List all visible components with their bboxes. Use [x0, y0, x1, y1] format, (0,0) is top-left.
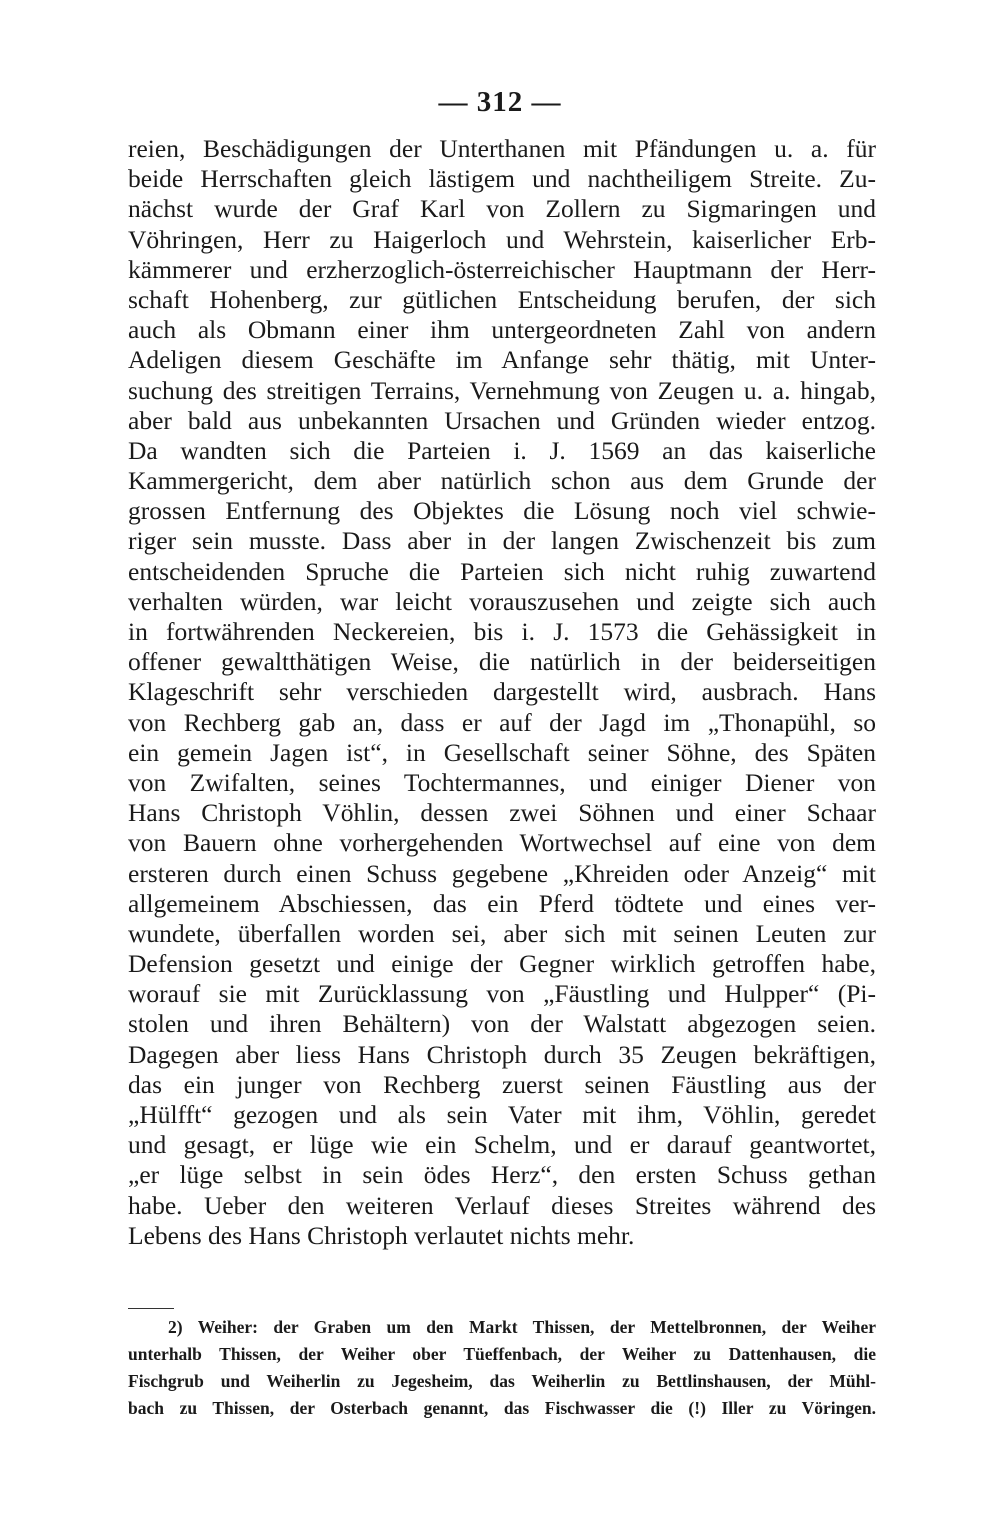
footnote-line: bach zu Thissen, der Osterbach genannt, das Fischwasser die (!) Iller zu Vöringen.: [128, 1398, 876, 1418]
text-line: grossen Entfernung des Objektes die Lösung noch viel schwie-: [128, 496, 876, 526]
text-line: Hans Christoph Vöhlin, dessen zwei Söhnen und einer Schaar: [128, 798, 876, 828]
text-line: Klageschrift sehr verschieden dargestellt wird, ausbrach. Hans: [128, 677, 876, 707]
text-line: Da wandten sich die Parteien i. J. 1569 an das kaiserliche: [128, 435, 876, 465]
text-line: Dagegen aber liess Hans Christoph durch 35 Zeugen bekräftigen,: [128, 1039, 876, 1069]
footnote-line: 2) Weiher: der Graben um den Markt Thissen, der Mettelbronnen, der Weiher: [168, 1317, 876, 1337]
page-number: — 312 —: [438, 86, 562, 118]
text-line: in fortwährenden Neckereien, bis i. J. 1573 die Gehässigkeit in: [128, 617, 876, 646]
text-line: von Bauern ohne vorhergehenden Wortwechsel auf eine von dem: [128, 828, 876, 858]
text-line: wundete, überfallen worden sei, aber sich mit seinen Leuten zur: [128, 918, 876, 948]
text-line: riger sein musste. Dass aber in der langen Zwischenzeit bis zum: [128, 526, 876, 556]
text-line: stolen und ihren Behältern) von der Walstatt abgezogen seien.: [128, 1009, 876, 1039]
text-line: verhalten würden, war leicht vorauszusehen und zeigte sich auch: [128, 586, 876, 616]
text-line: und gesagt, er lüge wie ein Schelm, und er darauf geantwortet,: [128, 1130, 876, 1160]
text-line: „Hülfft“ gezogen und als sein Vater mit ihm, Vöhlin, geredet: [128, 1100, 876, 1129]
text-line: allgemeinem Abschiessen, das ein Pferd tödtete und eines ver-: [128, 888, 876, 918]
text-line: von Zwifalten, seines Tochtermannes, und einiger Diener von: [128, 767, 876, 797]
text-line: das ein junger von Rechberg zuerst seinen Fäustling aus der: [128, 1069, 876, 1099]
text-line: „er lüge selbst in sein ödes Herz“, den ersten Schuss gethan: [128, 1160, 876, 1190]
text-line: Adeligen diesem Geschäfte im Anfange sehr thätig, mit Unter-: [128, 345, 876, 375]
text-line: suchung des streitigen Terrains, Vernehmung von Zeugen u. a. hingab,: [128, 375, 876, 405]
text-line: schaft Hohenberg, zur gütlichen Entscheidung berufen, der sich: [128, 284, 876, 314]
text-line: Defension gesetzt und einige der Gegner wirklich getroffen habe,: [128, 949, 876, 979]
text-line: habe. Ueber den weiteren Verlauf dieses Streites während des: [128, 1190, 876, 1220]
text-line: aber bald aus unbekannten Ursachen und Gründen wieder entzog.: [128, 405, 876, 435]
text-line: entscheidenden Spruche die Parteien sich nicht ruhig zuwartend: [128, 556, 876, 586]
text-line: worauf sie mit Zurücklassung von „Fäustling und Hulpper“ (Pi-: [128, 979, 876, 1009]
footnote-line: Fischgrub und Weiherlin zu Jegesheim, das Weiherlin zu Bettlinshausen, der Mühl-: [128, 1371, 876, 1391]
text-line: nächst wurde der Graf Karl von Zollern zu Sigmaringen und: [128, 194, 876, 224]
text-line: auch als Obmann einer ihm untergeordneten Zahl von andern: [128, 315, 876, 345]
text-line: kämmerer und erzherzoglich-österreichischer Hauptmann der Herr-: [128, 254, 876, 284]
text-line: beide Herrschaften gleich lästigem und nachtheiligem Streite. Zu-: [128, 164, 876, 194]
text-line: Lebens des Hans Christoph verlautet nichts mehr.: [128, 1220, 635, 1250]
text-line: offener gewaltthätigen Weise, die natürlich in der beiderseitigen: [128, 647, 876, 677]
footnote-line: unterhalb Thissen, der Weiher ober Tüeffenbach, der Weiher zu Dattenhausen, die: [128, 1344, 876, 1364]
text-line: ein gemein Jagen ist“, in Gesellschaft seiner Söhne, des Späten: [128, 737, 876, 767]
footnote: [128, 1314, 876, 1422]
text-line: Kammergericht, dem aber natürlich schon aus dem Grunde der: [128, 466, 876, 496]
text-line: ersteren durch einen Schuss gegebene „Khreiden oder Anzeig“ mit: [128, 858, 876, 888]
text-line: von Rechberg gab an, dass er auf der Jagd im „Thonapühl, so: [128, 707, 876, 737]
footnote-divider: [128, 1308, 174, 1309]
text-line: Vöhringen, Herr zu Haigerloch und Wehrstein, kaiserlicher Erb-: [128, 224, 876, 254]
text-line: reien, Beschädigungen der Unterthanen mit Pfändungen u. a. für: [128, 134, 876, 163]
body-text: [128, 134, 876, 1251]
